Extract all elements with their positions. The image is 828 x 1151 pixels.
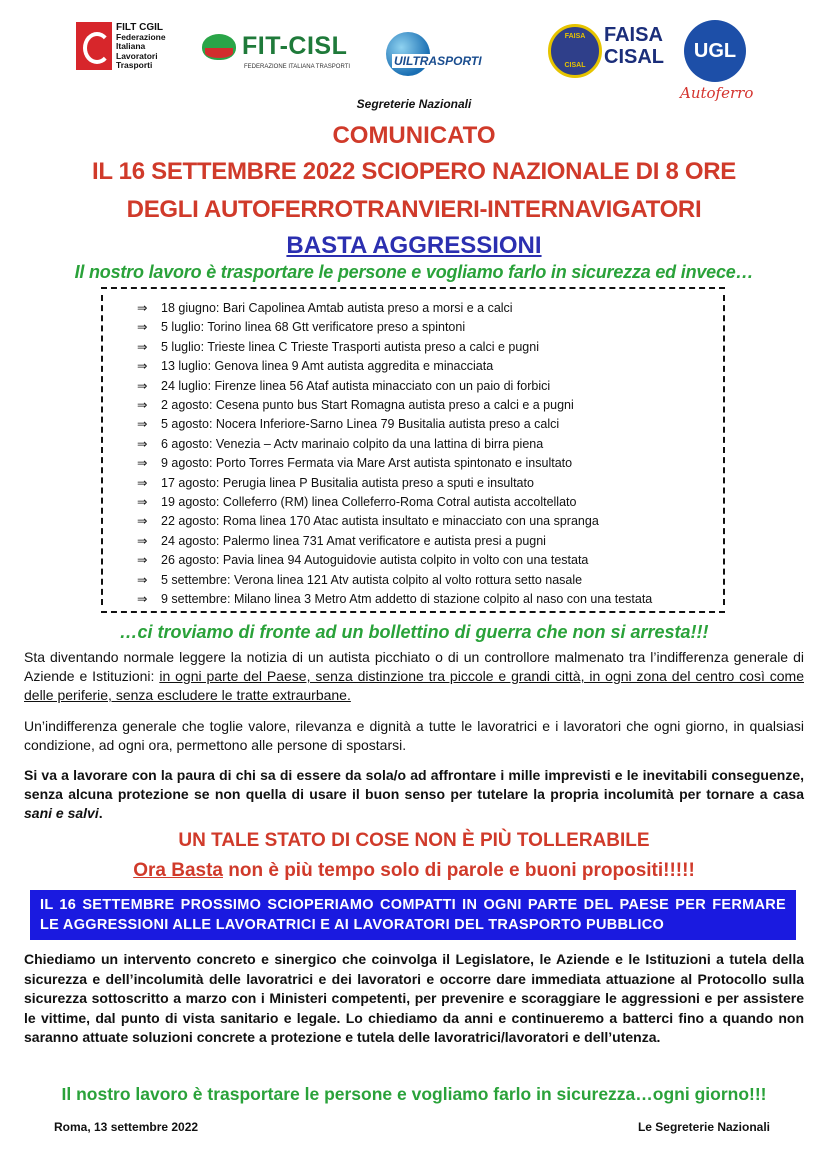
- paragraph-3-start: Si va a lavorare con la paura di chi sa di essere da sola/o ad affrontare i mille imprevisti e le inevitabili conseguenze, senza alcuna protezione se non quella di usare il buon senso per tutelare la propria incolumità per tornare a casa: [24, 767, 804, 802]
- arrow-icon: ⇒: [137, 495, 148, 510]
- ora-basta-rest: non è più tempo solo di parole e buoni propositi!!!!!: [222, 860, 695, 881]
- fit-cisl-sub: FEDERAZIONE ITALIANA TRASPORTI: [244, 64, 351, 70]
- arrow-icon: ⇒: [137, 533, 148, 548]
- faisa-seal-top: FAISA: [564, 33, 586, 40]
- paragraph-4: Chiediamo un intervento concreto e sinergico che coinvolga il Legislatore, le Aziende e le Istituzioni a tutela della sicurezza e dell’incolumità delle lavoratrici e dei lavoratori e occorre dare immediata attuazione al Protocollo sulla sicurezza sottoscritto a marzo con i Ministeri competenti, per prevenire e scoraggiare le aggressioni e per assistere le vittime, dal punto di vista sanitario e legale. Lo chiediamo da anni e continueremo a batterci fino a quando non saranno attuate soluzioni concrete a protezione e tutela delle lavoratrici/lavoratori e dell’utenza.: [24, 951, 804, 1045]
- incident-box: [101, 287, 725, 613]
- incident-text: 26 agosto: Pavia linea 94 Autoguidovie autista colpito in volto con una testata: [161, 553, 589, 568]
- incident-item: [137, 512, 725, 531]
- incident-text: 24 luglio: Firenze linea 56 Ataf autista minacciato con un paio di forbici: [161, 378, 551, 393]
- incident-text: 6 agosto: Venezia – Actv marinaio colpito da una lattina di birra piena: [161, 436, 544, 451]
- incident-item: [137, 551, 725, 570]
- arrow-icon: ⇒: [137, 339, 148, 354]
- arrow-icon: ⇒: [137, 320, 148, 335]
- filt-cgil-mark-icon: [76, 22, 112, 70]
- filt-cgil-line: Italiana: [116, 41, 146, 51]
- incident-item: [137, 590, 725, 609]
- incident-text: 24 agosto: Palermo linea 731 Amat verificatore e autista presi a pugni: [161, 533, 546, 548]
- faisa-seal-bottom: CISAL: [564, 62, 586, 69]
- incident-text: 13 luglio: Genova linea 9 Amt autista aggredita e minacciata: [161, 359, 494, 374]
- paragraph-1: [24, 648, 804, 705]
- incident-text: 22 agosto: Roma linea 170 Atac autista insultato e minacciato con una spranga: [161, 514, 599, 529]
- strike-callout-box: IL 16 SETTEMBRE PROSSIMO SCIOPERIAMO COMPATTI IN OGNI PARTE DEL PAESE PER FERMARE LE AGGRESSIONI ALLE LAVORATRICI E AI LAVORATORI DEL TRASPORTO PUBBLICO: [30, 890, 796, 940]
- fit-cisl-name: FIT-CISL: [242, 32, 348, 60]
- incident-list: [101, 289, 725, 610]
- filt-cgil-line: Federazione: [116, 31, 166, 42]
- stato-headline: UN TALE STATO DI COSE NON È PIÙ TOLLERABILE: [178, 830, 650, 851]
- arrow-icon: ⇒: [137, 359, 148, 374]
- incident-item: [137, 435, 725, 454]
- headline-line1: IL 16 SETTEMBRE 2022 SCIOPERO NAZIONALE DI 8 ORE: [92, 158, 736, 185]
- arrow-icon: ⇒: [137, 514, 148, 529]
- arrow-icon: ⇒: [137, 475, 148, 490]
- ugl-autoferro-script: Autoferro: [680, 84, 754, 102]
- paragraph-1-start: Sta diventando normale leggere la notizia di un autista picchiato o di un controllore malmenato tra l’indifferenza generale di Aziende e Istituzioni:: [24, 649, 804, 684]
- arrow-icon: ⇒: [137, 456, 148, 471]
- incident-item: [137, 532, 725, 551]
- fit-cisl-drop-icon: [202, 34, 236, 60]
- incident-item: [137, 357, 725, 376]
- filt-cgil-line: Lavoratori: [116, 50, 158, 61]
- incident-item: [137, 396, 725, 415]
- incident-item: [137, 571, 725, 590]
- paragraph-3-italic: sani e salvi: [24, 805, 99, 821]
- incident-item: [137, 377, 725, 396]
- headline-line2: DEGLI AUTOFERROTRANVIERI-INTERNAVIGATORI: [126, 196, 702, 223]
- bollettino-text: …ci troviamo di fronte ad un bollettino di guerra che non si arresta!!!: [119, 622, 709, 642]
- incident-text: 18 giugno: Bari Capolinea Amtab autista preso a morsi e a calci: [161, 301, 513, 315]
- incident-text: 9 settembre: Milano linea 3 Metro Atm addetto di stazione colpito al naso con una testata: [161, 592, 653, 607]
- incident-text: 17 agosto: Perugia linea P Busitalia autista preso a sputi e insultato: [161, 475, 534, 490]
- paragraph-1-underlined: in ogni parte del Paese, senza distinzione tra piccole e grandi città, in ogni zona del centro così come delle periferie, senza escludere le tratte extraurbane.: [24, 668, 804, 703]
- incident-text: 19 agosto: Colleferro (RM) linea Colleferro-Roma Cotral autista accoltellato: [161, 495, 577, 510]
- filt-cgil-name: FILT CGIL: [116, 22, 164, 33]
- arrow-icon: ⇒: [137, 417, 148, 432]
- incident-text: 2 agosto: Cesena punto bus Start Romagna autista preso a calci e a pugni: [161, 398, 574, 413]
- arrow-icon: ⇒: [137, 398, 148, 413]
- incident-text: 5 agosto: Nocera Inferiore-Sarno Linea 79 Busitalia autista preso a calci: [161, 417, 560, 432]
- segreterie-label: Segreterie Nazionali: [356, 97, 472, 111]
- arrow-icon: ⇒: [137, 592, 148, 607]
- ora-basta-headline: [0, 860, 828, 882]
- basta-aggressioni-title: BASTA AGGRESSIONI: [286, 232, 542, 259]
- incident-text: 9 agosto: Porto Torres Fermata via Mare Arst autista spintonato e insultato: [161, 456, 573, 471]
- closing-line: Il nostro lavoro è trasportare le persone e vogliamo farlo in sicurezza…ogni giorno!!!: [61, 1084, 767, 1104]
- arrow-icon: ⇒: [137, 572, 148, 587]
- faisa-cisal-logo: [548, 24, 662, 80]
- incident-item: [137, 299, 725, 318]
- signature: Le Segreterie Nazionali: [637, 1120, 770, 1134]
- filt-cgil-logo: [76, 22, 176, 74]
- fit-cisl-logo: [202, 30, 352, 74]
- incident-item: [137, 318, 725, 337]
- arrow-icon: ⇒: [137, 301, 148, 315]
- cisal-name: CISAL: [604, 46, 664, 68]
- tagline: Il nostro lavoro è trasportare le persone e vogliamo farlo in sicurezza ed invece…: [74, 262, 754, 282]
- incident-item: [137, 338, 725, 357]
- ora-basta-underlined: Ora Basta: [133, 860, 223, 881]
- incident-item: [137, 474, 725, 493]
- uiltrasporti-name: UILTRASPORTI: [394, 54, 482, 68]
- incident-text: 5 luglio: Trieste linea C Trieste Trasporti autista preso a calci e pugni: [161, 339, 539, 354]
- comunicato-title: COMUNICATO: [332, 122, 496, 149]
- arrow-icon: ⇒: [137, 378, 148, 393]
- ugl-name: UGL: [684, 20, 746, 82]
- paragraph-3-end: .: [98, 805, 103, 821]
- incident-item: [137, 454, 725, 473]
- paragraph-3: [24, 766, 804, 823]
- place-date: Roma, 13 settembre 2022: [54, 1120, 199, 1134]
- faisa-name: FAISA: [604, 24, 663, 46]
- incident-text: 5 settembre: Verona linea 121 Atv autista colpito al volto rottura setto nasale: [161, 572, 583, 587]
- incident-item: [137, 415, 725, 434]
- incident-item: [137, 493, 725, 512]
- paragraph-2: Un’indifferenza generale che toglie valore, rilevanza e dignità a tutte le lavoratrici e i lavoratori che ogni giorno, in qualsiasi condizione, ad ogni ora, permettono alle persone di spostarsi.: [24, 718, 804, 753]
- filt-cgil-line: Trasporti: [116, 60, 153, 70]
- uiltrasporti-logo: [386, 32, 516, 82]
- incident-text: 5 luglio: Torino linea 68 Gtt verificatore preso a spintoni: [161, 320, 466, 335]
- arrow-icon: ⇒: [137, 436, 148, 451]
- faisa-seal-icon: [548, 24, 602, 78]
- arrow-icon: ⇒: [137, 553, 148, 568]
